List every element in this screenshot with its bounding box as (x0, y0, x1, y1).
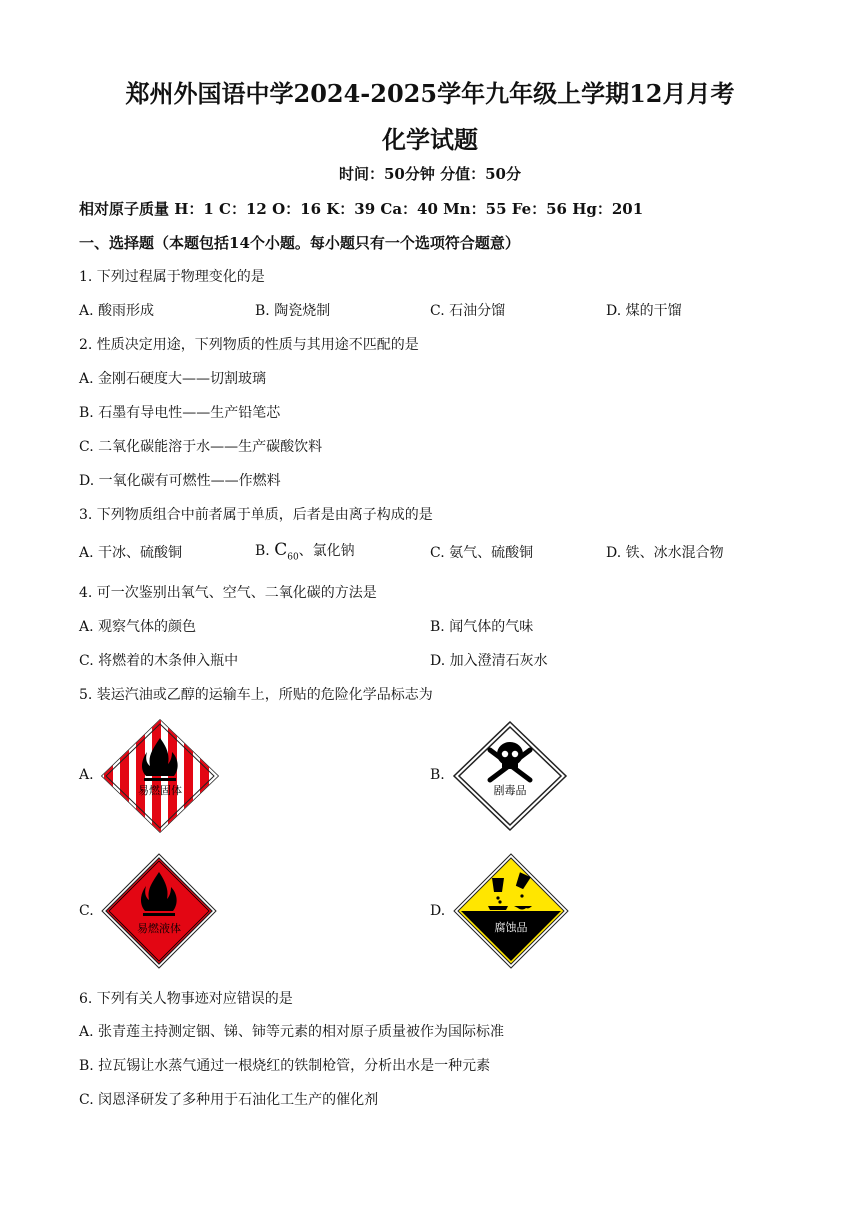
option-d: D. 煤的干馏 (606, 303, 682, 319)
option-d: D. 加入澄清石灰水 (430, 653, 548, 669)
toxic-sign (452, 720, 568, 832)
option-d: D. 铁、冰水混合物 (606, 545, 724, 561)
option-b-letter: B. (255, 543, 270, 559)
time-score: 时间：50分钟 分值：50分 (339, 165, 521, 183)
question-stem: 4. 可一次鉴别出氧气、空气、二氧化碳的方法是 (79, 585, 377, 601)
sign-label: 腐蚀品 (494, 921, 528, 934)
question-stem: 6. 下列有关人物事迹对应错误的是 (79, 991, 293, 1007)
question-stem: 2. 性质决定用途，下列物质的性质与其用途不匹配的是 (79, 337, 419, 353)
option-c: C. 闵恩泽研发了多种用于石油化工生产的催化剂 (79, 1092, 379, 1108)
option-b: B. 陶瓷烧制 (255, 303, 331, 319)
sign-label: 易燃液体 (137, 922, 181, 935)
option-a: A. 观察气体的颜色 (79, 619, 197, 635)
option-b: B. 闻气体的气味 (430, 619, 534, 635)
option-a: A. 干冰、硫酸铜 (79, 545, 183, 561)
option-b: B. 石墨有导电性——生产铅笔芯 (79, 405, 281, 421)
option-a: A. 张青莲主持测定铟、锑、铈等元素的相对原子质量被作为国际标准 (79, 1024, 505, 1040)
exam-subtitle: 化学试题 (382, 125, 478, 154)
formula-c60: $C_{60}$ (274, 540, 299, 563)
question-stem: 1. 下列过程属于物理变化的是 (79, 269, 265, 285)
atomic-mass-line: 相对原子质量 H：1 C：12 O：16 K：39 Ca：40 Mn：55 Fe：56 Hg：201 (79, 200, 644, 218)
option-a: A. 金刚石硬度大——切割玻璃 (79, 371, 267, 387)
question-stem: 3. 下列物质组合中前者属于单质，后者是由离子构成的是 (79, 507, 433, 523)
option-b (255, 540, 355, 562)
sign-label: 易燃固体 (138, 784, 182, 797)
option-b: B. (430, 767, 445, 783)
option-d: D. 一氧化碳有可燃性——作燃料 (79, 473, 281, 489)
option-c: C. 二氧化碳能溶于水——生产碳酸饮料 (79, 439, 323, 455)
corrosive-sign (452, 852, 570, 970)
option-c: C. 石油分馏 (430, 303, 506, 319)
option-d: D. (430, 903, 446, 919)
option-a: A. (79, 767, 94, 783)
option-b-rest: 、氯化钠 (298, 543, 355, 559)
flammable-solid-sign (100, 718, 220, 834)
flammable-liquid-sign (100, 852, 218, 970)
section-heading: 一、选择题（本题包括14个小题。每小题只有一个选项符合题意） (79, 234, 520, 252)
option-b: B. 拉瓦锡让水蒸气通过一根烧红的铁制枪管，分析出水是一种元素 (79, 1058, 491, 1074)
option-c: C. (79, 903, 94, 919)
exam-title: 郑州外国语中学2024-2025学年九年级上学期12月月考 (125, 79, 735, 108)
option-c: C. 将燃着的木条伸入瓶中 (79, 653, 239, 669)
sign-label: 剧毒品 (493, 784, 527, 797)
option-a: A. 酸雨形成 (79, 303, 155, 319)
option-c: C. 氨气、硫酸铜 (430, 545, 534, 561)
question-stem: 5. 装运汽油或乙醇的运输车上，所贴的危险化学品标志为 (79, 687, 433, 703)
